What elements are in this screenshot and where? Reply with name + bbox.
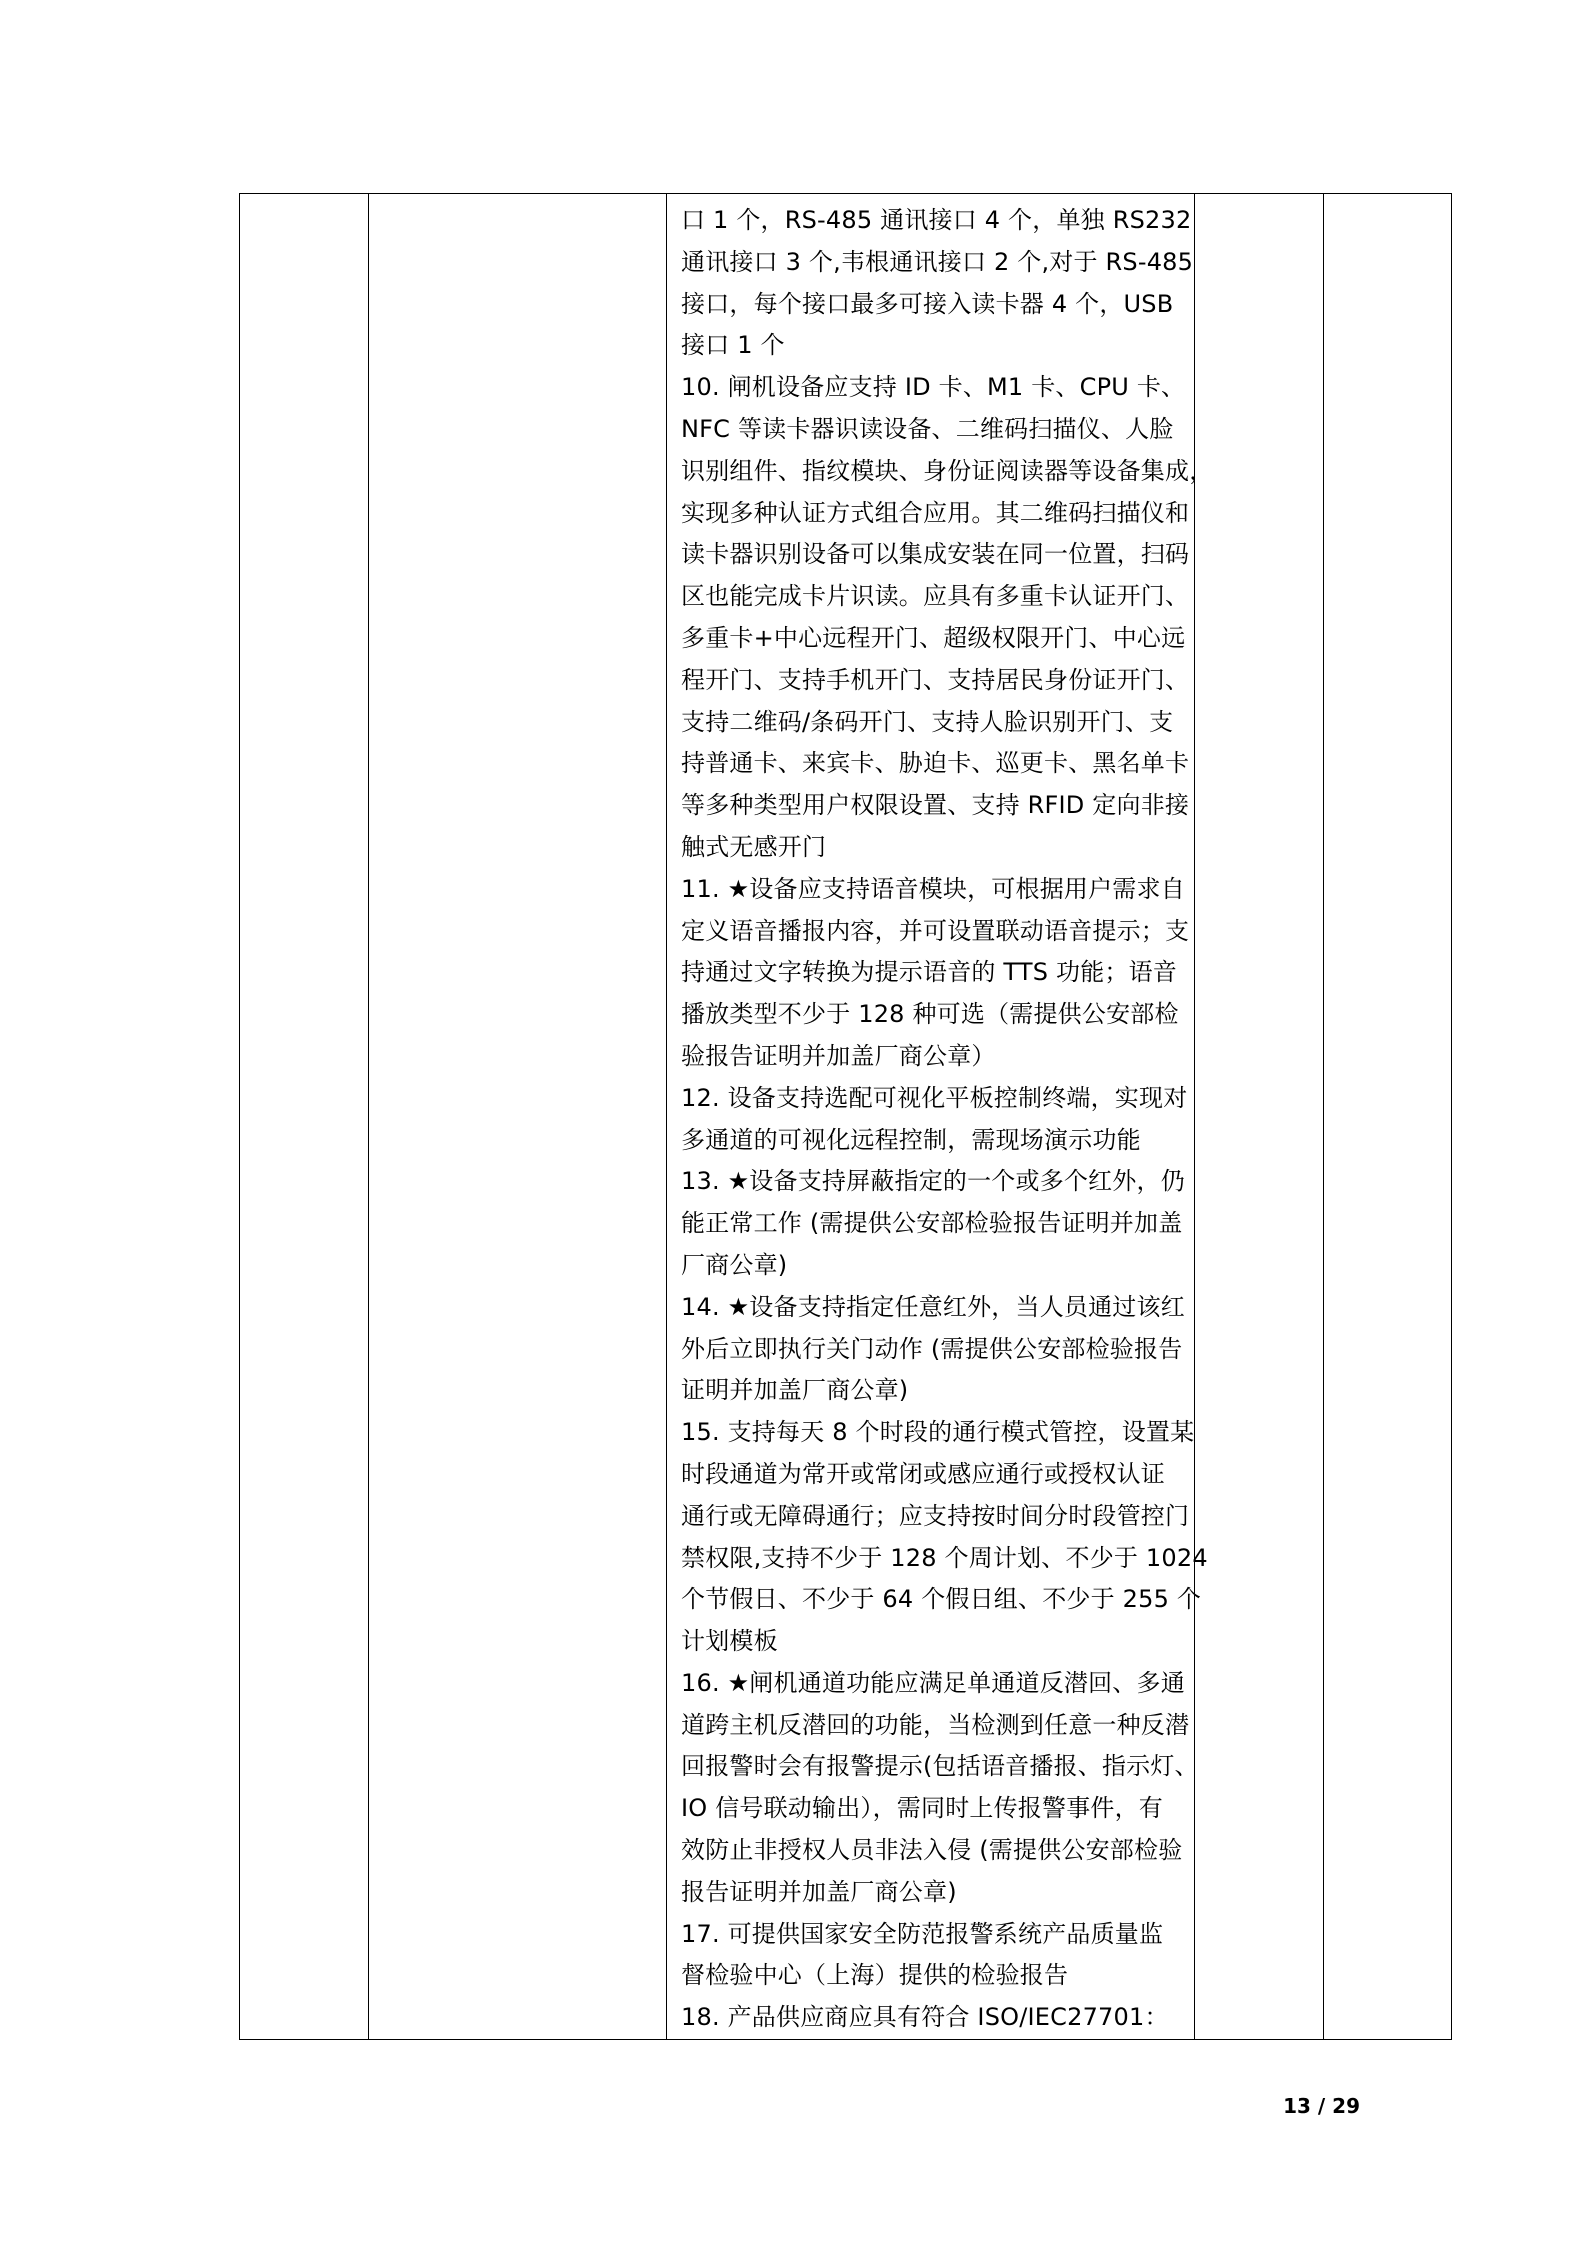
spec-line: 区也能完成卡片识读。应具有多重卡认证开门、 bbox=[681, 582, 1190, 611]
spec-line: 接口 1 个 bbox=[681, 331, 785, 360]
spec-line: 识别组件、指纹模块、身份证阅读器等设备集成， bbox=[681, 456, 1214, 485]
spec-cell bbox=[667, 194, 1214, 2040]
spec-line: 接口，每个接口最多可接入读卡器 4 个，USB bbox=[681, 289, 1174, 318]
spec-line: 16. ★闸机通道功能应满足单通道反潜回、多通 bbox=[681, 1668, 1185, 1697]
remarks-cell bbox=[1324, 194, 1452, 2040]
spec-line: 口 1 个，RS-485 通讯接口 4 个，单独 RS232 bbox=[681, 206, 1192, 234]
page-number: 13 / 29 bbox=[1283, 2094, 1360, 2118]
spec-line: 回报警时会有报警提示(包括语音播报、指示灯、 bbox=[681, 1752, 1199, 1781]
spec-line: 18. 产品供应商应具有符合 ISO/IEC27701： bbox=[681, 2003, 1169, 2032]
spec-line: 时段通道为常开或常闭或感应通行或授权认证 bbox=[681, 1459, 1165, 1488]
spec-line: 督检验中心（上海）提供的检验报告 bbox=[681, 1961, 1069, 1990]
spec-line: 程开门、支持手机开门、支持居民身份证开门、 bbox=[681, 665, 1190, 694]
spec-line: 道跨主机反潜回的功能，当检测到任意一种反潜 bbox=[681, 1710, 1190, 1739]
spec-line: 通讯接口 3 个,韦根通讯接口 2 个,对于 RS-485 bbox=[681, 247, 1194, 276]
item-name-cell bbox=[369, 194, 667, 2040]
spec-text bbox=[667, 194, 1214, 2039]
spec-line: 12. 设备支持选配可视化平板控制终端，实现对 bbox=[681, 1083, 1188, 1112]
spec-line: 厂商公章) bbox=[681, 1250, 788, 1279]
spec-line: 持通过文字转换为提示语音的 TTS 功能；语音 bbox=[681, 958, 1177, 987]
spec-line: 触式无感开门 bbox=[681, 832, 827, 861]
spec-line: 17. 可提供国家安全防范报警系统产品质量监 bbox=[681, 1919, 1164, 1948]
spec-line: 15. 支持每天 8 个时段的通行模式管控，设置某 bbox=[681, 1418, 1195, 1447]
spec-line: 能正常工作 (需提供公安部检验报告证明并加盖 bbox=[681, 1209, 1183, 1238]
index-cell bbox=[240, 194, 369, 2040]
spec-line: 读卡器识别设备可以集成安装在同一位置，扫码 bbox=[681, 540, 1190, 569]
spec-line: 验报告证明并加盖厂商公章） bbox=[681, 1041, 996, 1070]
spec-table bbox=[239, 193, 1452, 2040]
spec-line: 个节假日、不少于 64 个假日组、不少于 255 个 bbox=[681, 1585, 1202, 1614]
spec-line: 效防止非授权人员非法入侵 (需提供公安部检验 bbox=[681, 1836, 1183, 1865]
spec-line: 支持二维码/条码开门、支持人脸识别开门、支 bbox=[681, 707, 1174, 736]
spec-line: 外后立即执行关门动作 (需提供公安部检验报告 bbox=[681, 1334, 1183, 1363]
spec-line: 10. 闸机设备应支持 ID 卡、M1 卡、CPU 卡、 bbox=[681, 373, 1186, 402]
spec-line: 多通道的可视化远程控制，需现场演示功能 bbox=[681, 1125, 1141, 1154]
spec-line: 通行或无障碍通行；应支持按时间分时段管控门 bbox=[681, 1501, 1190, 1530]
spec-line: 禁权限,支持不少于 128 个周计划、不少于 1024 bbox=[681, 1543, 1208, 1572]
spec-line: 持普通卡、来宾卡、胁迫卡、巡更卡、黑名单卡 bbox=[681, 749, 1190, 778]
spec-line: 等多种类型用户权限设置、支持 RFID 定向非接 bbox=[681, 791, 1190, 820]
spec-line: 13. ★设备支持屏蔽指定的一个或多个红外，仍 bbox=[681, 1167, 1185, 1196]
quantity-cell bbox=[1195, 194, 1324, 2040]
spec-line: 计划模板 bbox=[681, 1627, 778, 1656]
spec-line: 14. ★设备支持指定任意红外，当人员通过该红 bbox=[681, 1292, 1185, 1321]
spec-line: 定义语音播报内容，并可设置联动语音提示；支 bbox=[681, 916, 1190, 945]
spec-line: 实现多种认证方式组合应用。其二维码扫描仪和 bbox=[681, 498, 1190, 527]
spec-line: NFC 等读卡器识读设备、二维码扫描仪、人脸 bbox=[681, 414, 1174, 443]
spec-line: 证明并加盖厂商公章) bbox=[681, 1376, 909, 1405]
table-row bbox=[240, 194, 1452, 2040]
spec-line: 报告证明并加盖厂商公章) bbox=[681, 1877, 957, 1906]
spec-line: 播放类型不少于 128 种可选（需提供公安部检 bbox=[681, 1000, 1179, 1029]
spec-line: 11. ★设备应支持语音模块，可根据用户需求自 bbox=[681, 874, 1185, 903]
spec-line: 多重卡+中心远程开门、超级权限开门、中心远 bbox=[681, 623, 1186, 652]
spec-line: IO 信号联动输出），需同时上传报警事件，有 bbox=[681, 1794, 1163, 1823]
